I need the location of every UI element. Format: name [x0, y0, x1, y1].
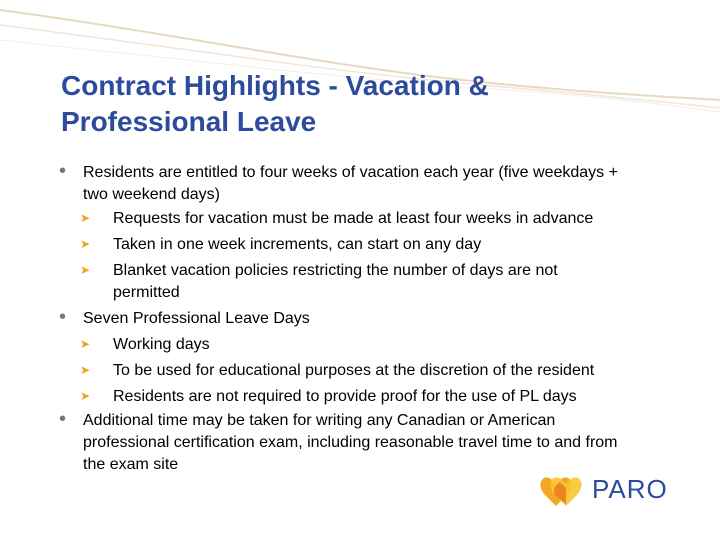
bullet-dot-icon: •	[59, 306, 67, 328]
arrow-bullet-icon: ➤	[80, 363, 91, 377]
arrow-bullet-icon: ➤	[80, 337, 91, 351]
bullet-dot-icon: •	[59, 160, 67, 182]
bullet-text: two weekend days)	[83, 186, 220, 203]
sub-bullet-text: permitted	[113, 284, 180, 301]
bullet-text: Additional time may be taken for writing any Canadian or American	[83, 412, 556, 429]
bullet-text: Seven Professional Leave Days	[83, 310, 310, 327]
sub-bullet-text: Residents are not required to provide proof for the use of PL days	[113, 388, 577, 405]
bullet-text: Residents are entitled to four weeks of vacation each year (five weekdays +	[83, 164, 618, 181]
sub-bullet-text: Blanket vacation policies restricting the number of days are not	[113, 262, 558, 279]
bullet-text: professional certification exam, including reasonable travel time to and from	[83, 434, 618, 451]
paro-logo-text: PARO	[592, 474, 668, 504]
sub-bullet-text: Requests for vacation must be made at least four weeks in advance	[113, 210, 594, 227]
arrow-bullet-icon: ➤	[80, 237, 91, 251]
title-line-1: Contract Highlights - Vacation &	[61, 70, 489, 101]
bullet-text: the exam site	[83, 456, 179, 473]
sub-bullet-text: Taken in one week increments, can start on any day	[113, 236, 482, 253]
arrow-bullet-icon: ➤	[80, 263, 91, 277]
sub-bullet-text: To be used for educational purposes at the discretion of the resident	[113, 362, 595, 379]
sub-bullet-text: Working days	[113, 336, 210, 353]
title-line-2: Professional Leave	[61, 106, 317, 137]
arrow-bullet-icon: ➤	[80, 211, 91, 225]
bullet-dot-icon: •	[59, 408, 67, 430]
arrow-bullet-icon: ➤	[80, 389, 91, 403]
